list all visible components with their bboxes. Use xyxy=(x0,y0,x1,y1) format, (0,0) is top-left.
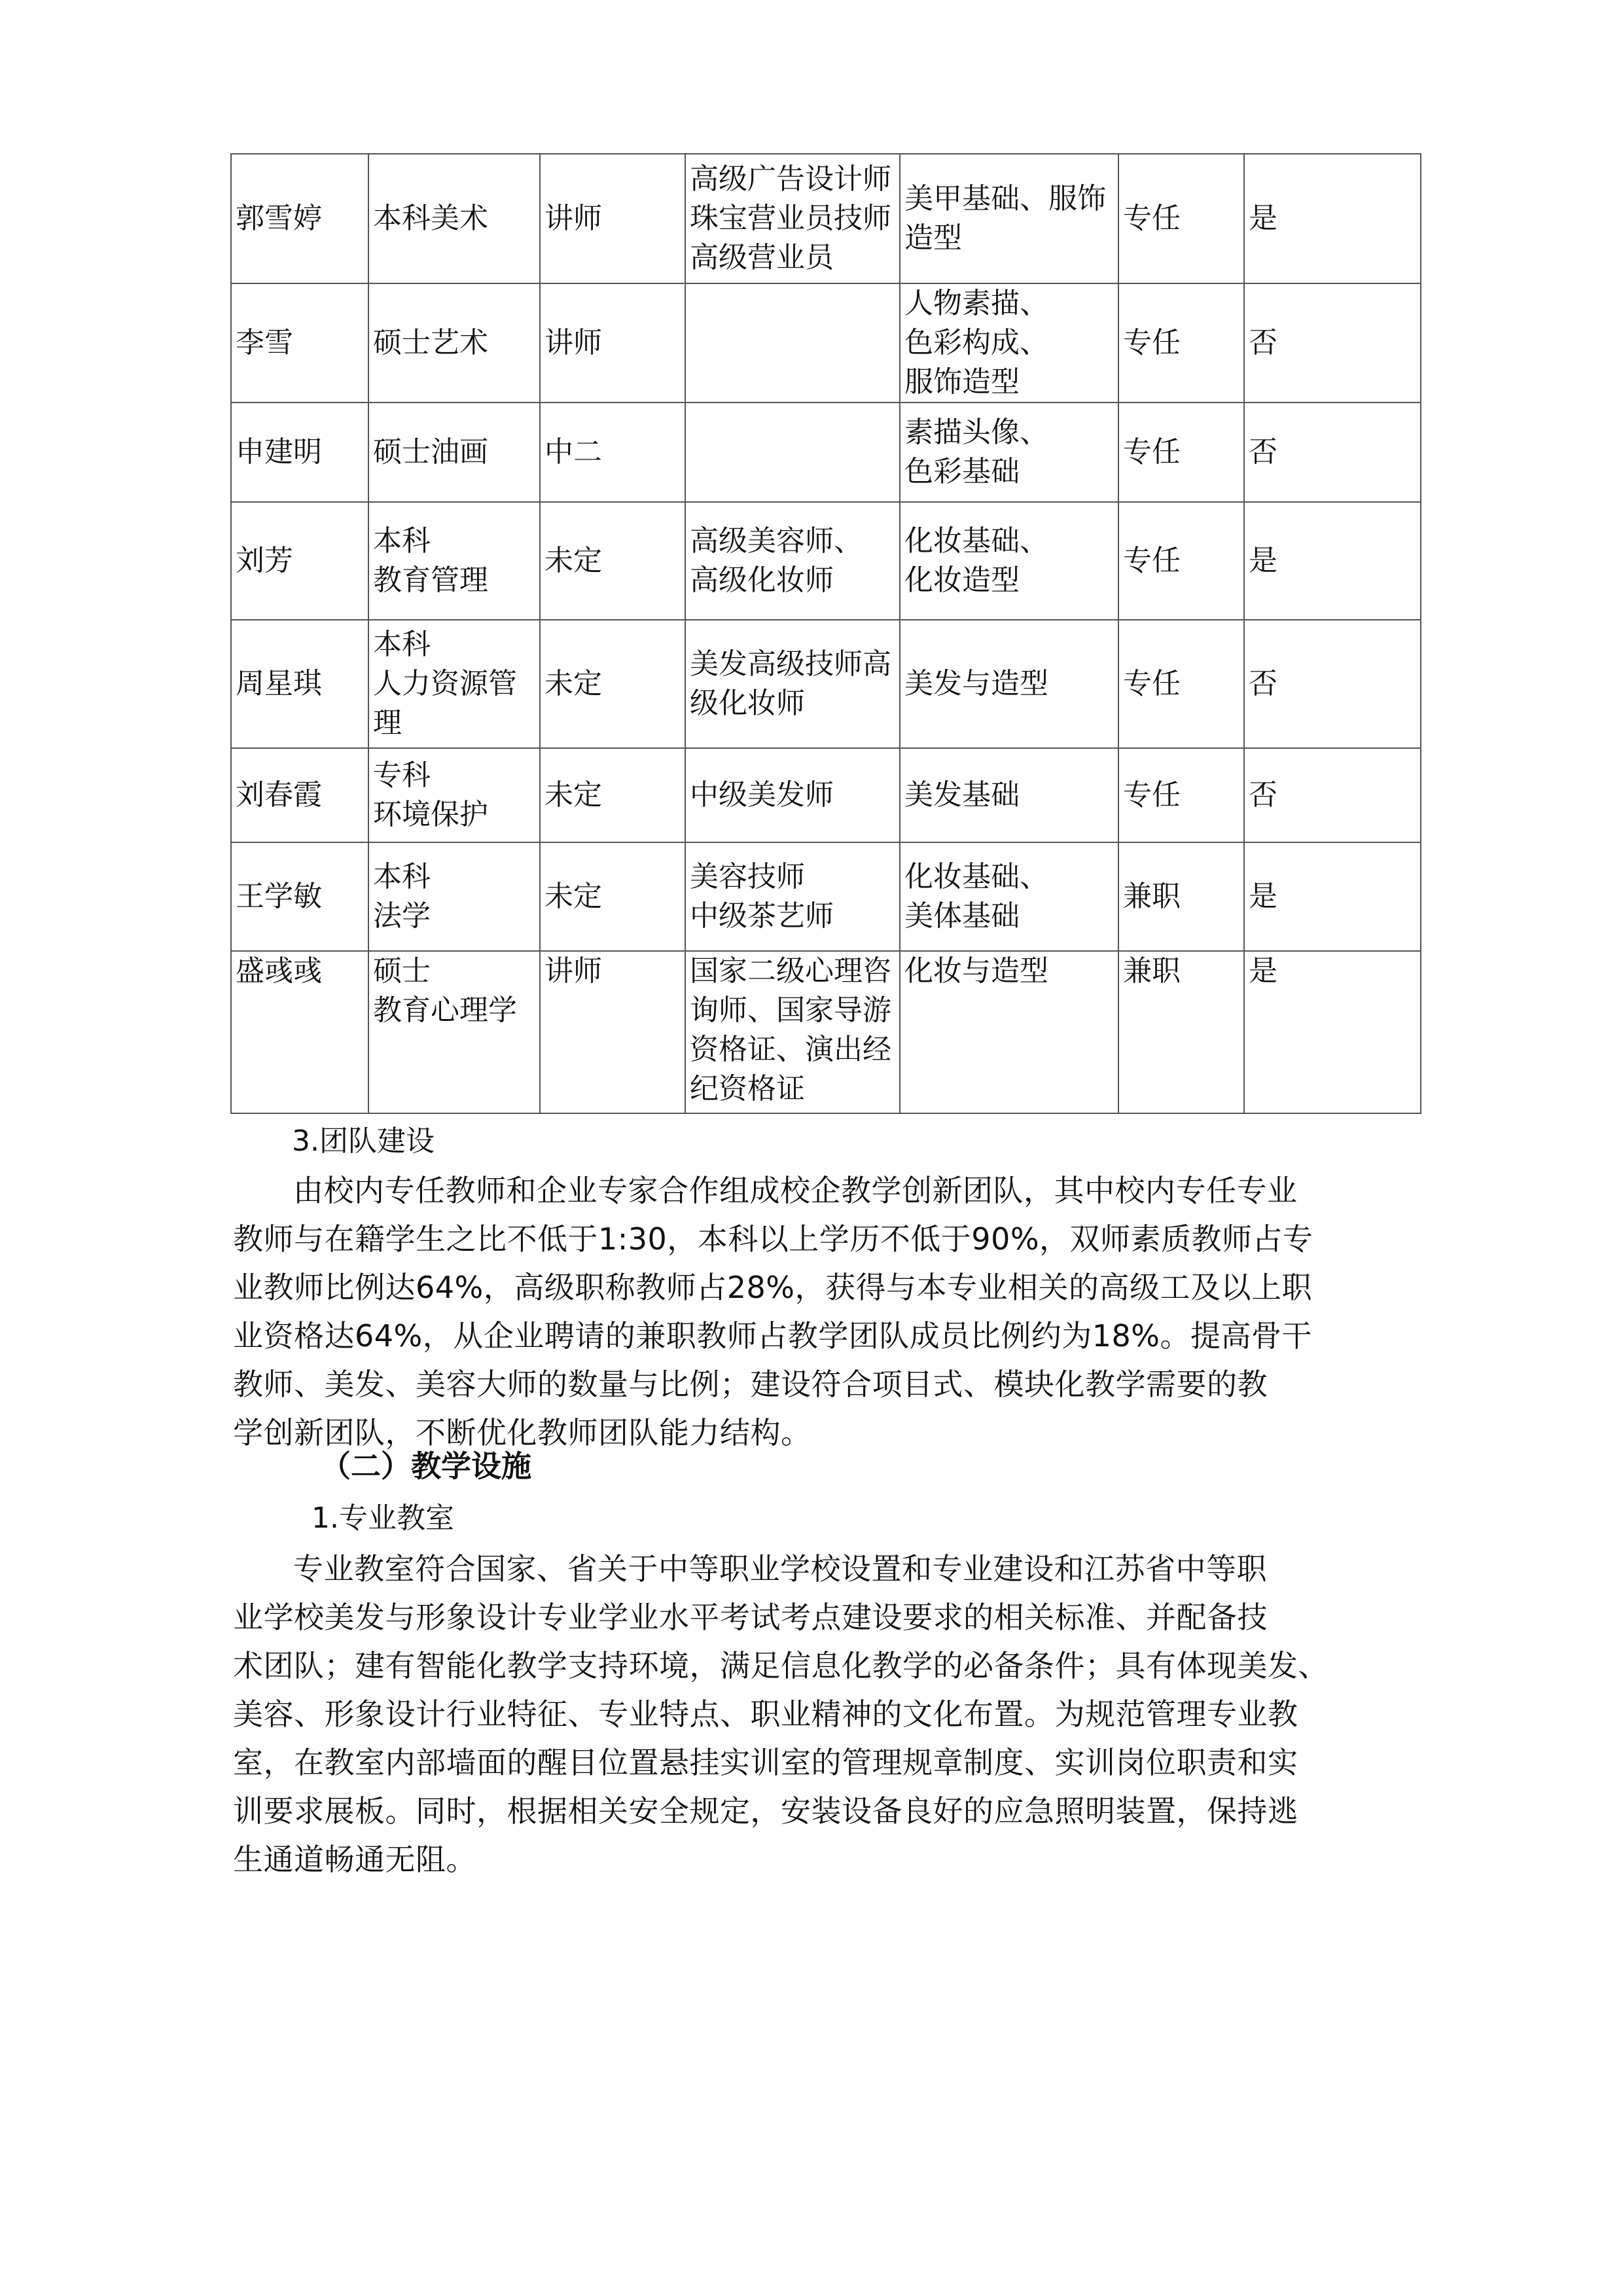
cell-title: 未定 xyxy=(540,620,685,748)
cell-courses: 人物素描、 色彩构成、 服饰造型 xyxy=(900,283,1118,403)
cell-education: 本科 教育管理 xyxy=(368,502,540,620)
cell-certificate: 美容技师 中级茶艺师 xyxy=(685,842,900,951)
cell-certificate: 高级美容师、 高级化妆师 xyxy=(685,502,900,620)
teacher-table xyxy=(230,153,1421,1114)
cell-courses: 素描头像、 色彩基础 xyxy=(900,403,1118,502)
facilities-paragraph xyxy=(233,1545,1411,1884)
cell-title: 未定 xyxy=(540,502,685,620)
cell-type: 专任 xyxy=(1118,403,1244,502)
table-row xyxy=(231,620,1421,748)
cell-certificate xyxy=(685,403,900,502)
table-row xyxy=(231,502,1421,620)
cell-type: 专任 xyxy=(1118,154,1244,283)
cell-name: 刘春霞 xyxy=(231,748,368,842)
cell-name: 刘芳 xyxy=(231,502,368,620)
cell-education: 专科 环境保护 xyxy=(368,748,540,842)
table-row xyxy=(231,154,1421,283)
facilities-line: 业学校美发与形象设计专业学业水平考试考点建设要求的相关标准、并配备技 xyxy=(233,1600,1268,1635)
cell-type: 专任 xyxy=(1118,748,1244,842)
cell-education: 本科 法学 xyxy=(368,842,540,951)
section-heading: （二）教学设施 xyxy=(321,1448,531,1484)
table-row xyxy=(231,842,1421,951)
team-line: 教师与在籍学生之比不低于1:30，本科以上学历不低于90%，双师素质教师占专 xyxy=(233,1221,1313,1257)
team-heading: 3.团队建设 xyxy=(292,1124,435,1158)
cell-type: 兼职 xyxy=(1118,842,1244,951)
cell-title: 讲师 xyxy=(540,283,685,403)
classroom-heading: 1.专业教室 xyxy=(312,1501,454,1535)
teacher-table-body xyxy=(231,154,1421,1113)
cell-certificate: 国家二级心理咨 询师、国家导游 资格证、演出经 纪资格证 xyxy=(685,951,900,1113)
cell-courses: 化妆基础、 化妆造型 xyxy=(900,502,1118,620)
cell-courses: 美甲基础、服饰 造型 xyxy=(900,154,1118,283)
cell-title: 未定 xyxy=(540,748,685,842)
cell-dual: 是 xyxy=(1244,502,1421,620)
facilities-line: 室，在教室内部墙面的醒目位置悬挂实训室的管理规章制度、实训岗位职责和实 xyxy=(233,1745,1298,1780)
cell-title: 讲师 xyxy=(540,951,685,1113)
cell-courses: 美发与造型 xyxy=(900,620,1118,748)
cell-name: 郭雪婷 xyxy=(231,154,368,283)
cell-type: 专任 xyxy=(1118,502,1244,620)
cell-dual: 否 xyxy=(1244,748,1421,842)
cell-certificate: 美发高级技师高 级化妆师 xyxy=(685,620,900,748)
cell-type: 兼职 xyxy=(1118,951,1244,1113)
cell-education: 硕士油画 xyxy=(368,403,540,502)
cell-dual: 否 xyxy=(1244,620,1421,748)
team-line: 业教师比例达64%，高级职称教师占28%，获得与本专业相关的高级工及以上职 xyxy=(233,1270,1312,1305)
cell-courses: 化妆与造型 xyxy=(900,951,1118,1113)
cell-name: 申建明 xyxy=(231,403,368,502)
cell-name: 王学敏 xyxy=(231,842,368,951)
team-line: 学创新团队，不断优化教师团队能力结构。 xyxy=(233,1415,812,1450)
cell-education: 硕士 教育心理学 xyxy=(368,951,540,1113)
cell-education: 本科美术 xyxy=(368,154,540,283)
cell-title: 未定 xyxy=(540,842,685,951)
team-line: 由校内专任教师和企业专家合作组成校企教学创新团队，其中校内专任专业 xyxy=(293,1173,1298,1208)
cell-certificate: 高级广告设计师 珠宝营业员技师 高级营业员 xyxy=(685,154,900,283)
cell-certificate: 中级美发师 xyxy=(685,748,900,842)
cell-type: 专任 xyxy=(1118,620,1244,748)
facilities-line: 生通道畅通无阻。 xyxy=(233,1842,476,1877)
cell-education: 本科 人力资源管 理 xyxy=(368,620,540,748)
cell-name: 李雪 xyxy=(231,283,368,403)
cell-name: 周星琪 xyxy=(231,620,368,748)
table-row xyxy=(231,403,1421,502)
cell-certificate xyxy=(685,283,900,403)
cell-type: 专任 xyxy=(1118,283,1244,403)
cell-dual: 是 xyxy=(1244,842,1421,951)
team-paragraph xyxy=(233,1166,1411,1457)
table-row xyxy=(231,951,1421,1113)
cell-courses: 美发基础 xyxy=(900,748,1118,842)
cell-dual: 是 xyxy=(1244,951,1421,1113)
cell-dual: 是 xyxy=(1244,154,1421,283)
table-row xyxy=(231,748,1421,842)
facilities-line: 美容、形象设计行业特征、专业特点、职业精神的文化布置。为规范管理专业教 xyxy=(233,1696,1298,1732)
facilities-line: 训要求展板。同时，根据相关安全规定，安装设备良好的应急照明装置，保持逃 xyxy=(233,1793,1298,1829)
cell-name: 盛彧彧 xyxy=(231,951,368,1113)
table-row xyxy=(231,283,1421,403)
facilities-line: 术团队；建有智能化教学支持环境，满足信息化教学的必备条件；具有体现美发、 xyxy=(233,1648,1329,1683)
facilities-line: 专业教室符合国家、省关于中等职业学校设置和专业建设和江苏省中等职 xyxy=(293,1551,1267,1587)
cell-courses: 化妆基础、 美体基础 xyxy=(900,842,1118,951)
cell-dual: 否 xyxy=(1244,283,1421,403)
cell-education: 硕士艺术 xyxy=(368,283,540,403)
cell-title: 中二 xyxy=(540,403,685,502)
cell-title: 讲师 xyxy=(540,154,685,283)
team-line: 业资格达64%，从企业聘请的兼职教师占教学团队成员比例约为18%。提高骨干 xyxy=(233,1318,1312,1354)
team-line: 教师、美发、美容大师的数量与比例；建设符合项目式、模块化教学需要的教 xyxy=(233,1367,1268,1402)
cell-dual: 否 xyxy=(1244,403,1421,502)
